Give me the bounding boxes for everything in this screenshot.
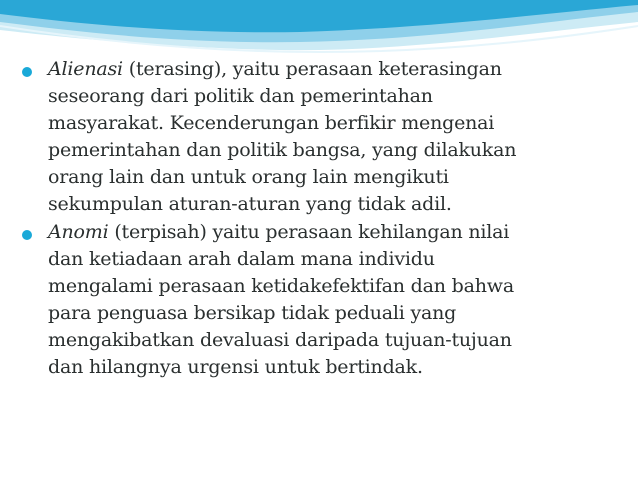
bullet-anomi	[18, 219, 618, 381]
bullet-line: mengalami perasaan ketidakefektifan dan bahwa	[48, 275, 514, 297]
slide-body	[18, 56, 618, 382]
bullet-dot-icon	[22, 67, 32, 77]
bullet-first-line	[48, 56, 618, 83]
bullet-line: pemerintahan dan politik bangsa, yang dilakukan	[48, 139, 517, 161]
bullet-line: orang lain dan untuk orang lain mengikuti	[48, 166, 449, 188]
bullet-dot-icon	[22, 230, 32, 240]
bullet-first-line	[48, 219, 618, 246]
first-line-text: (terasing), yaitu perasaan keterasingan	[122, 58, 502, 80]
bullet-alienasi	[18, 56, 618, 218]
first-line-text: (terpisah) yaitu perasaan kehilangan nilai	[108, 221, 510, 243]
bullet-line: masyarakat. Kecenderungan berfikir mengenai	[48, 112, 495, 134]
term-label: Anomi	[48, 221, 109, 243]
bullet-line: mengakibatkan devaluasi daripada tujuan-tujuan	[48, 329, 512, 351]
header-wave-decoration	[0, 0, 638, 58]
bullet-line: dan hilangnya urgensi untuk bertindak.	[48, 356, 423, 378]
bullet-line: sekumpulan aturan-aturan yang tidak adil.	[48, 193, 452, 215]
bullet-line: dan ketiadaan arah dalam mana individu	[48, 248, 435, 270]
bullet-line: seseorang dari politik dan pemerintahan	[48, 85, 433, 107]
bullet-line: para penguasa bersikap tidak peduali yang	[48, 302, 457, 324]
term-label: Alienasi	[48, 58, 123, 80]
